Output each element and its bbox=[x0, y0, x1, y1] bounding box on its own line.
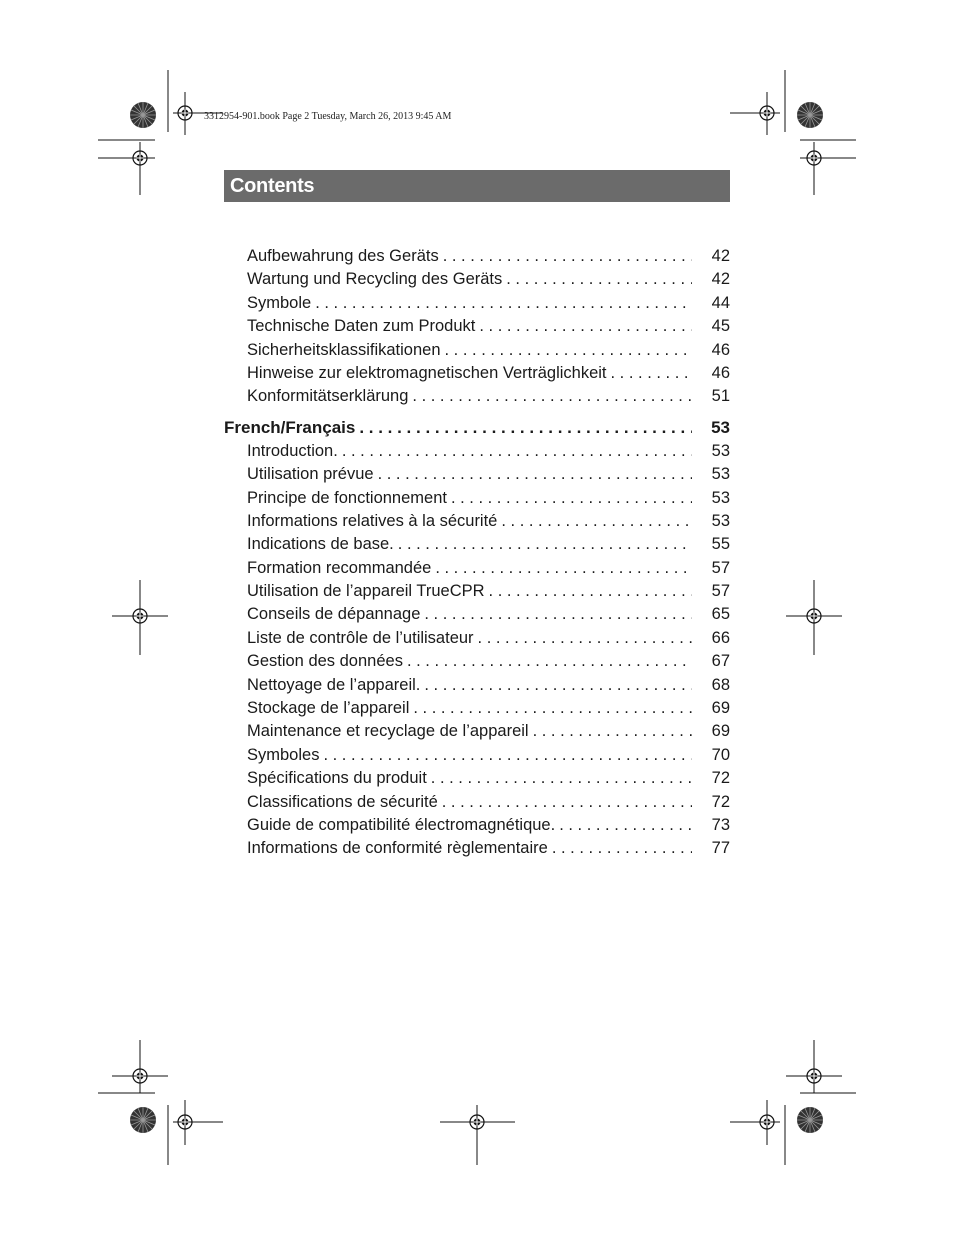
toc-entry-page: 67 bbox=[711, 652, 730, 671]
toc-entry[interactable] bbox=[224, 533, 730, 556]
toc-leader-dots bbox=[378, 463, 692, 486]
toc-entry-label: Formation recommandée bbox=[247, 558, 432, 577]
toc-section-french[interactable] bbox=[224, 415, 730, 440]
toc-entry[interactable] bbox=[224, 487, 730, 510]
toc-entry[interactable] bbox=[224, 744, 730, 767]
toc-entry-label: Hinweise zur elektromagnetischen Verträglichkeit bbox=[247, 363, 607, 382]
toc-entry[interactable] bbox=[224, 627, 730, 650]
german-entries bbox=[224, 245, 730, 409]
toc-entry-label: Classifications de sécurité bbox=[247, 792, 438, 811]
toc-leader-dots bbox=[445, 339, 692, 362]
toc-entry[interactable] bbox=[224, 814, 730, 837]
toc-entry[interactable] bbox=[224, 268, 730, 291]
toc-entry[interactable] bbox=[224, 315, 730, 338]
toc-entry-page: 46 bbox=[711, 340, 730, 359]
contents-title: Contents bbox=[230, 175, 315, 197]
french-entries bbox=[224, 440, 730, 861]
toc-entry[interactable] bbox=[224, 510, 730, 533]
print-slug-line: 3312954-901.book Page 2 Tuesday, March 26, 2013 9:45 AM bbox=[204, 111, 452, 122]
toc-leader-dots bbox=[501, 510, 692, 533]
toc-entry-label: Informations relatives à la sécurité bbox=[247, 511, 498, 530]
toc-entry-page: 69 bbox=[711, 699, 730, 718]
toc-leader-dots bbox=[412, 385, 692, 408]
toc-leader-dots bbox=[443, 245, 692, 268]
toc-entry-page: 72 bbox=[711, 792, 730, 811]
toc-entry-page: 42 bbox=[711, 247, 730, 265]
toc-entry-page: 46 bbox=[711, 363, 730, 382]
toc-leader-dots bbox=[451, 487, 692, 510]
toc-leader-dots bbox=[407, 650, 692, 673]
toc-entry-label: Konformitätserklärung bbox=[247, 387, 409, 406]
toc-leader-dots bbox=[611, 362, 692, 385]
toc-entry[interactable] bbox=[224, 362, 730, 385]
toc-entry[interactable] bbox=[224, 339, 730, 362]
toc-leader-dots bbox=[323, 744, 692, 767]
toc-entry-label: Symbole bbox=[247, 293, 312, 312]
toc-leader-dots bbox=[442, 791, 692, 814]
toc-entry[interactable] bbox=[224, 580, 730, 603]
toc-leader-dots bbox=[489, 580, 692, 603]
toc-entry-page: 77 bbox=[711, 839, 730, 858]
toc-entry-page: 65 bbox=[711, 605, 730, 624]
toc-leader-dots bbox=[398, 533, 692, 556]
toc-entry-label: Symboles bbox=[247, 745, 320, 764]
toc-entry[interactable] bbox=[224, 720, 730, 743]
toc-entry-page: 69 bbox=[711, 722, 730, 741]
toc-entry-label: Indications de base. bbox=[247, 535, 394, 554]
toc-entry[interactable] bbox=[224, 463, 730, 486]
toc-leader-dots bbox=[478, 627, 692, 650]
contents-header-bar bbox=[224, 170, 730, 202]
toc-section-label: French/Français bbox=[224, 417, 356, 437]
toc-leader-dots bbox=[479, 315, 692, 338]
toc-entry[interactable] bbox=[224, 603, 730, 626]
toc-entry-page: 72 bbox=[711, 769, 730, 788]
toc-entry-page: 53 bbox=[711, 488, 730, 507]
toc-leader-dots bbox=[533, 720, 692, 743]
toc-entry[interactable] bbox=[224, 385, 730, 408]
toc-leader-dots bbox=[342, 440, 692, 463]
toc-entry-page: 73 bbox=[711, 815, 730, 834]
toc-entry-label: Wartung und Recycling des Geräts bbox=[247, 270, 503, 289]
toc-entry-label: Guide de compatibilité électromagnétique. bbox=[247, 815, 556, 834]
toc-entry-label: Principe de fonctionnement bbox=[247, 488, 447, 507]
toc-entry[interactable] bbox=[224, 767, 730, 790]
toc-leader-dots bbox=[424, 674, 692, 697]
toc-entry-page: 42 bbox=[711, 270, 730, 289]
toc-entry-label: Conseils de dépannage bbox=[247, 605, 421, 624]
toc-leader-dots bbox=[359, 415, 692, 440]
toc-leader-dots bbox=[431, 767, 692, 790]
toc-entry-page: 44 bbox=[711, 293, 730, 312]
toc-entry-page: 70 bbox=[711, 745, 730, 764]
toc-entry[interactable] bbox=[224, 837, 730, 860]
toc-entry[interactable] bbox=[224, 440, 730, 463]
toc-entry-label: Informations de conformité règlementaire bbox=[247, 839, 548, 858]
toc-entry[interactable] bbox=[224, 292, 730, 315]
toc-entry-page: 55 bbox=[711, 535, 730, 554]
toc-leader-dots bbox=[424, 603, 692, 626]
toc-entry-label: Gestion des données bbox=[247, 652, 403, 671]
toc-leader-dots bbox=[552, 837, 692, 860]
toc-entry-page: 57 bbox=[711, 582, 730, 601]
toc-entry-page: 45 bbox=[711, 317, 730, 336]
toc-leader-dots bbox=[506, 268, 692, 291]
toc-entry-page: 53 bbox=[711, 441, 730, 460]
toc-entry-page: 66 bbox=[711, 628, 730, 647]
toc-entry[interactable] bbox=[224, 791, 730, 814]
toc-entry-label: Nettoyage de l’appareil. bbox=[247, 675, 421, 694]
toc-entry-page: 51 bbox=[711, 387, 730, 406]
toc-section-page: 53 bbox=[711, 417, 730, 437]
toc-entry[interactable] bbox=[224, 674, 730, 697]
toc-entry-label: Utilisation de l’appareil TrueCPR bbox=[247, 582, 485, 601]
toc-leader-dots bbox=[315, 292, 692, 315]
toc-leader-dots bbox=[435, 557, 692, 580]
table-of-contents bbox=[224, 245, 730, 861]
toc-entry[interactable] bbox=[224, 557, 730, 580]
toc-entry-label: Utilisation prévue bbox=[247, 465, 374, 484]
toc-entry[interactable] bbox=[224, 697, 730, 720]
toc-entry-label: Stockage de l’appareil bbox=[247, 699, 410, 718]
toc-entry-label: Aufbewahrung des Geräts bbox=[247, 247, 439, 265]
toc-entry-page: 53 bbox=[711, 511, 730, 530]
toc-entry[interactable] bbox=[224, 245, 730, 268]
toc-entry-label: Liste de contrôle de l’utilisateur bbox=[247, 628, 474, 647]
toc-entry-label: Sicherheitsklassifikationen bbox=[247, 340, 441, 359]
toc-leader-dots bbox=[413, 697, 692, 720]
toc-entry-page: 57 bbox=[711, 558, 730, 577]
toc-leader-dots bbox=[559, 814, 692, 837]
toc-entry-label: Maintenance et recyclage de l’appareil bbox=[247, 722, 529, 741]
toc-entry-label: Introduction. bbox=[247, 441, 338, 460]
toc-entry-page: 68 bbox=[711, 675, 730, 694]
toc-entry-label: Spécifications du produit bbox=[247, 769, 427, 788]
toc-entry[interactable] bbox=[224, 650, 730, 673]
toc-entry-label: Technische Daten zum Produkt bbox=[247, 317, 476, 336]
toc-entry-page: 53 bbox=[711, 465, 730, 484]
